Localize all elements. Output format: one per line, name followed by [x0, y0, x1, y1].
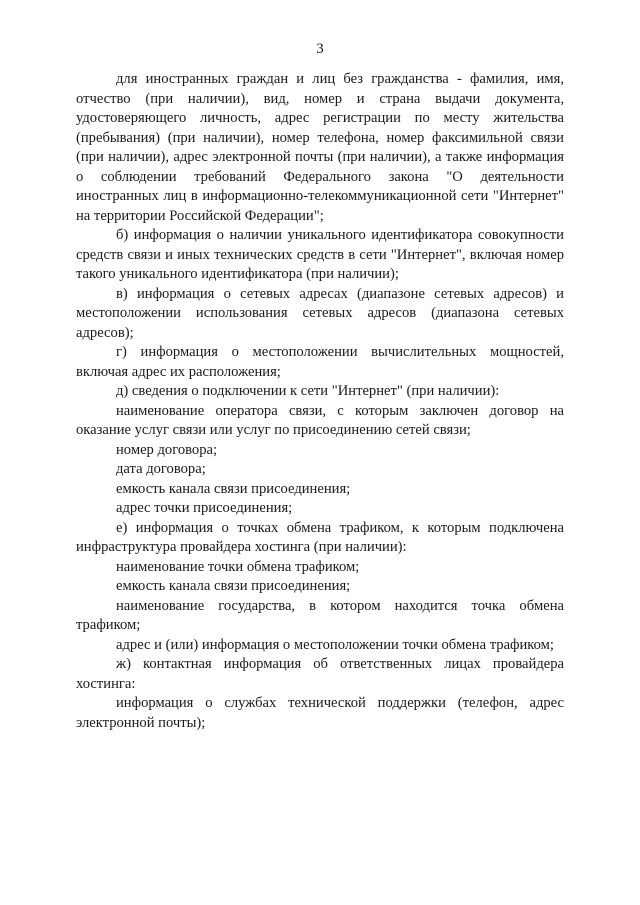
page-number: 3 — [316, 41, 324, 57]
paragraph-support-services: информация о службах технической поддержки (телефон, адрес электронной почты); — [76, 695, 564, 731]
paragraph-item-zh: ж) контактная информация об ответственных лицах провайдера хостинга: — [76, 656, 564, 692]
paragraph-contract-date: дата договора; — [116, 461, 206, 477]
paragraph-item-b: б) информация о наличии уникального идентификатора совокупности средств связи и иных технических средств в сети "Интернет", включая номер такого уникального идентификатора (при наличии); — [76, 227, 564, 282]
document-body — [76, 70, 564, 733]
paragraph-exchange-location: адрес и (или) информация о местоположении точки обмена трафиком; — [116, 636, 554, 653]
paragraph-exchange-country: наименование государства, в котором находится точка обмена трафиком; — [76, 597, 564, 633]
paragraph-item-g: г) информация о местоположении вычислительных мощностей, включая адрес их расположения; — [76, 344, 564, 380]
paragraph-channel-capacity: емкость канала связи присоединения; — [116, 480, 351, 497]
paragraph-exchange-channel-capacity: емкость канала связи присоединения; — [116, 578, 351, 594]
paragraph-connection-address: адрес точки присоединения; — [116, 500, 293, 516]
paragraph-operator-name: наименование оператора связи, с которым заключен договор на оказание услуг связи или услуг по присоединению сетей связи; — [76, 402, 564, 438]
paragraph-exchange-point-name: наименование точки обмена трафиком; — [116, 558, 360, 575]
paragraph-item-d: д) сведения о подключении к сети "Интернет" (при наличии): — [116, 383, 500, 399]
paragraph-item-v: в) информация о сетевых адресах (диапазоне сетевых адресов) и местоположении использования сетевых адресов (диапазона сетевых адресов); — [76, 285, 564, 341]
paragraph-item-e: е) информация о точках обмена трафиком, к которым подключена инфраструктура провайдера хостинга (при наличии): — [76, 519, 564, 555]
paragraph-contract-number: номер договора; — [116, 441, 218, 458]
paragraph-foreign-citizens-info: для иностранных граждан и лиц без гражданства - фамилия, имя, отчество (при наличии), вид, номер и страна выдачи документа, удостоверяющего личность, адрес регистрации по месту жительства (пребывания) (при наличии), номер телефона, номер факсимильной связи (при наличии), адрес электронной почты (при наличии), а также информация о соблюдении требований Федерального закона "О деятельности иностранных лиц в информационно-телекоммуникационной сети "Интернет" на территории Российской Федерации"; — [76, 71, 564, 224]
